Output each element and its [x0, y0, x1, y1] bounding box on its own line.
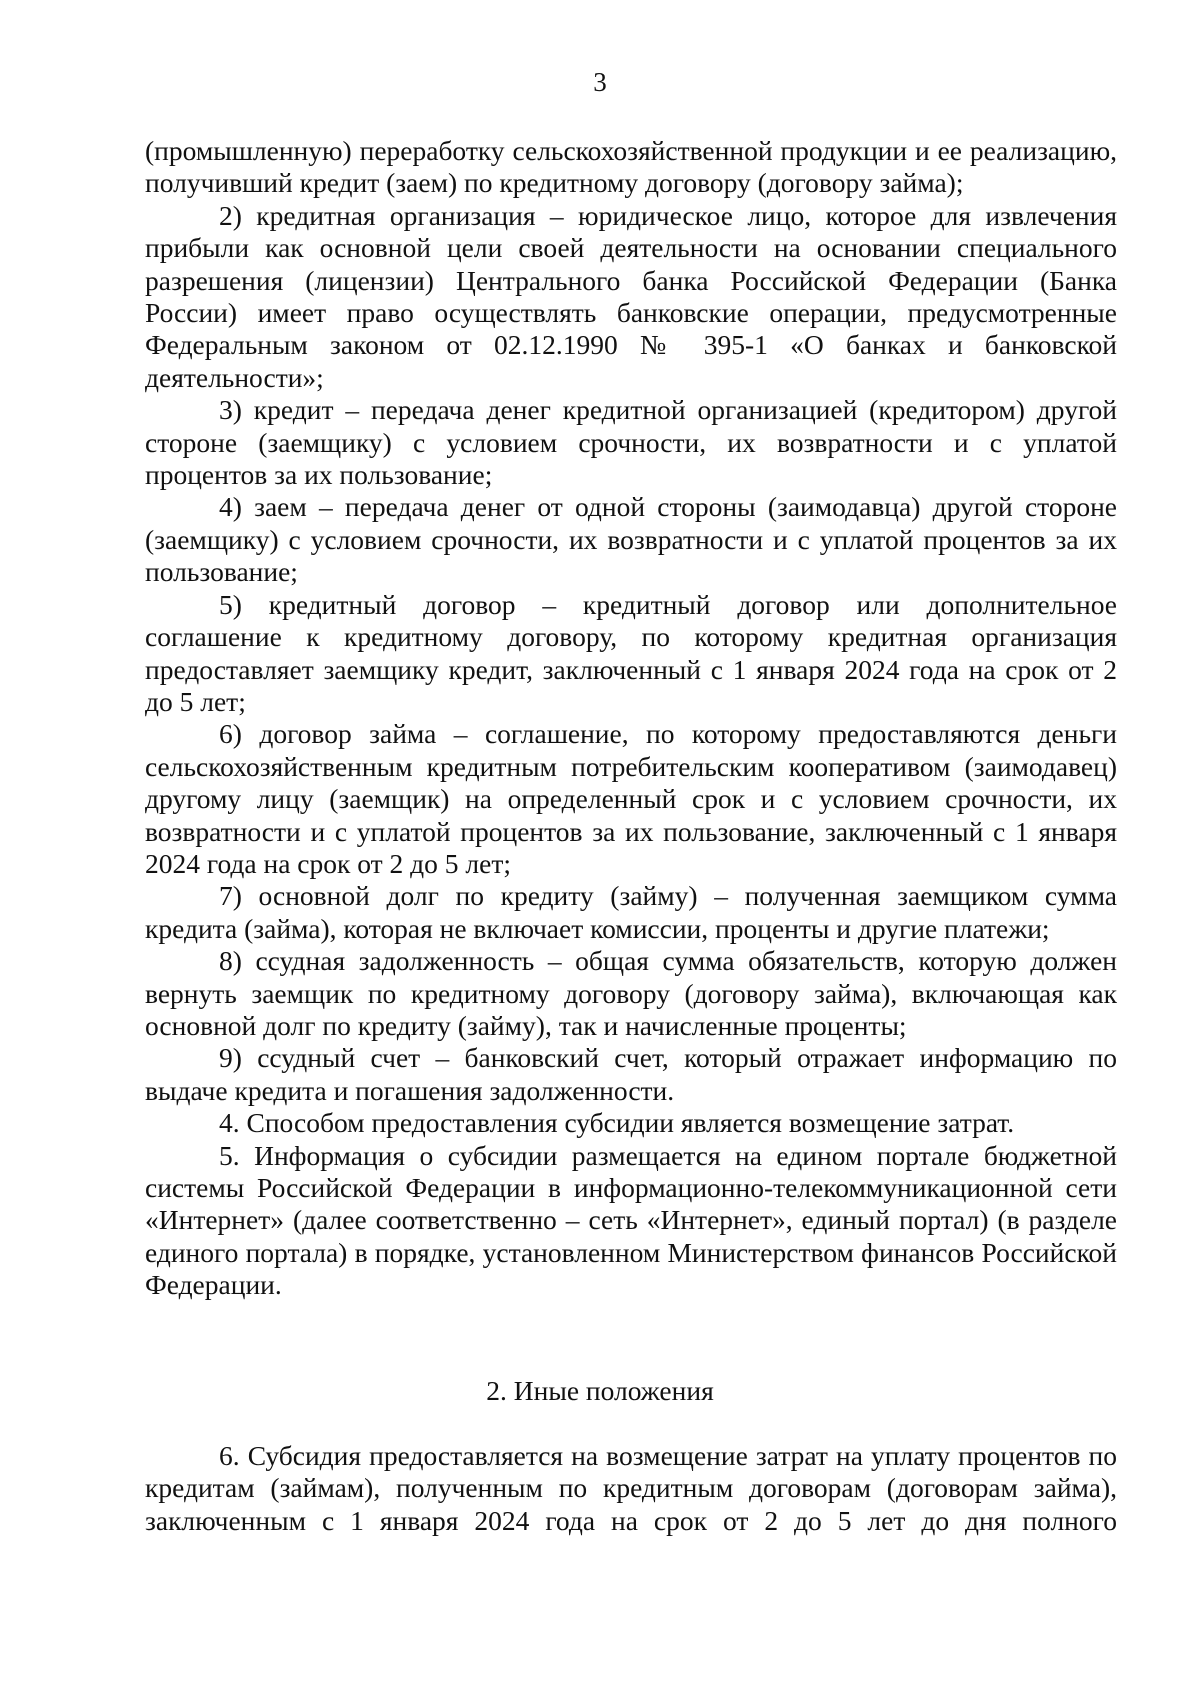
section-body-text: [145, 1440, 1117, 1537]
paragraph-clause-4: 4. Способом предоставления субсидии является возмещение затрат.: [219, 1107, 1015, 1139]
paragraph-item-5: 5) кредитный договор – кредитный договор или дополнительное соглашение к кредитному договору, по которому кредитная организация предоставляет заемщику кредит, заключенный с 1 января 2024 года на срок от 2 до 5 лет;: [145, 588, 1117, 717]
paragraph-continuation: (промышленную) переработку сельскохозяйственной продукции и ее реализацию, получивший кредит (заем) по кредитному договору (договору займа);: [145, 135, 1117, 199]
paragraph-clause-6: 6. Субсидия предоставляется на возмещение затрат на уплату процентов по кредитам (займам), полученным по кредитным договорам (договорам займа), заключенным с 1 января 2024 года на срок от 2 до 5 лет до дня полного: [145, 1440, 1117, 1536]
paragraph-item-2: 2) кредитная организация – юридическое лицо, которое для извлечения прибыли как основной цели своей деятельности на основании специального разрешения (лицензии) Центрального банка Российской Федерации (Банка России) имеет право осуществлять банковские операции, предусмотренные Федеральным законом от 02.12.1990 № 395-1 «О банках и банковской деятельности»;: [145, 199, 1117, 393]
paragraph-item-8: 8) ссудная задолженность – общая сумма обязательств, которую должен вернуть заемщик по кредитному договору (договору займа), включающая как основной долг по кредиту (займу), так и начисленные проценты;: [145, 945, 1117, 1041]
paragraph-item-6: 6) договор займа – соглашение, по которому предоставляются деньги сельскохозяйственным кредитным потребительским кооперативом (заимодавец) другому лицу (заемщик) на определенный срок и с условием срочности, их возвратности и с уплатой процентов за их пользование, заключенный с 1 января 2024 года на срок от 2 до 5 лет;: [145, 718, 1117, 879]
paragraph-item-3: 3) кредит – передача денег кредитной организацией (кредитором) другой стороне (заемщику) с условием срочности, их возвратности и с уплатой процентов за их пользование;: [145, 394, 1117, 491]
page-number: 3: [593, 67, 607, 97]
body-text: [145, 135, 1117, 1302]
paragraph-item-9: 9) ссудный счет – банковский счет, который отражает информацию по выдаче кредита и погашения задолженности.: [145, 1042, 1117, 1106]
section-heading: 2. Иные положения: [486, 1375, 714, 1406]
paragraph-clause-5: 5. Информация о субсидии размещается на едином портале бюджетной системы Российской Федерации в информационно-телекоммуникационной сети «Интернет» (далее соответственно – сеть «Интернет», единый портал) (в разделе единого портала) в порядке, установленном Министерством финансов Российской Федерации.: [145, 1139, 1117, 1301]
paragraph-item-4: 4) заем – передача денег от одной стороны (заимодавца) другой стороне (заемщику) с условием срочности, их возвратности и с уплатой процентов за их пользование;: [145, 491, 1117, 588]
paragraph-item-7: 7) основной долг по кредиту (займу) – полученная заемщиком сумма кредита (займа), которая не включает комиссии, проценты и другие платежи;: [145, 880, 1117, 944]
